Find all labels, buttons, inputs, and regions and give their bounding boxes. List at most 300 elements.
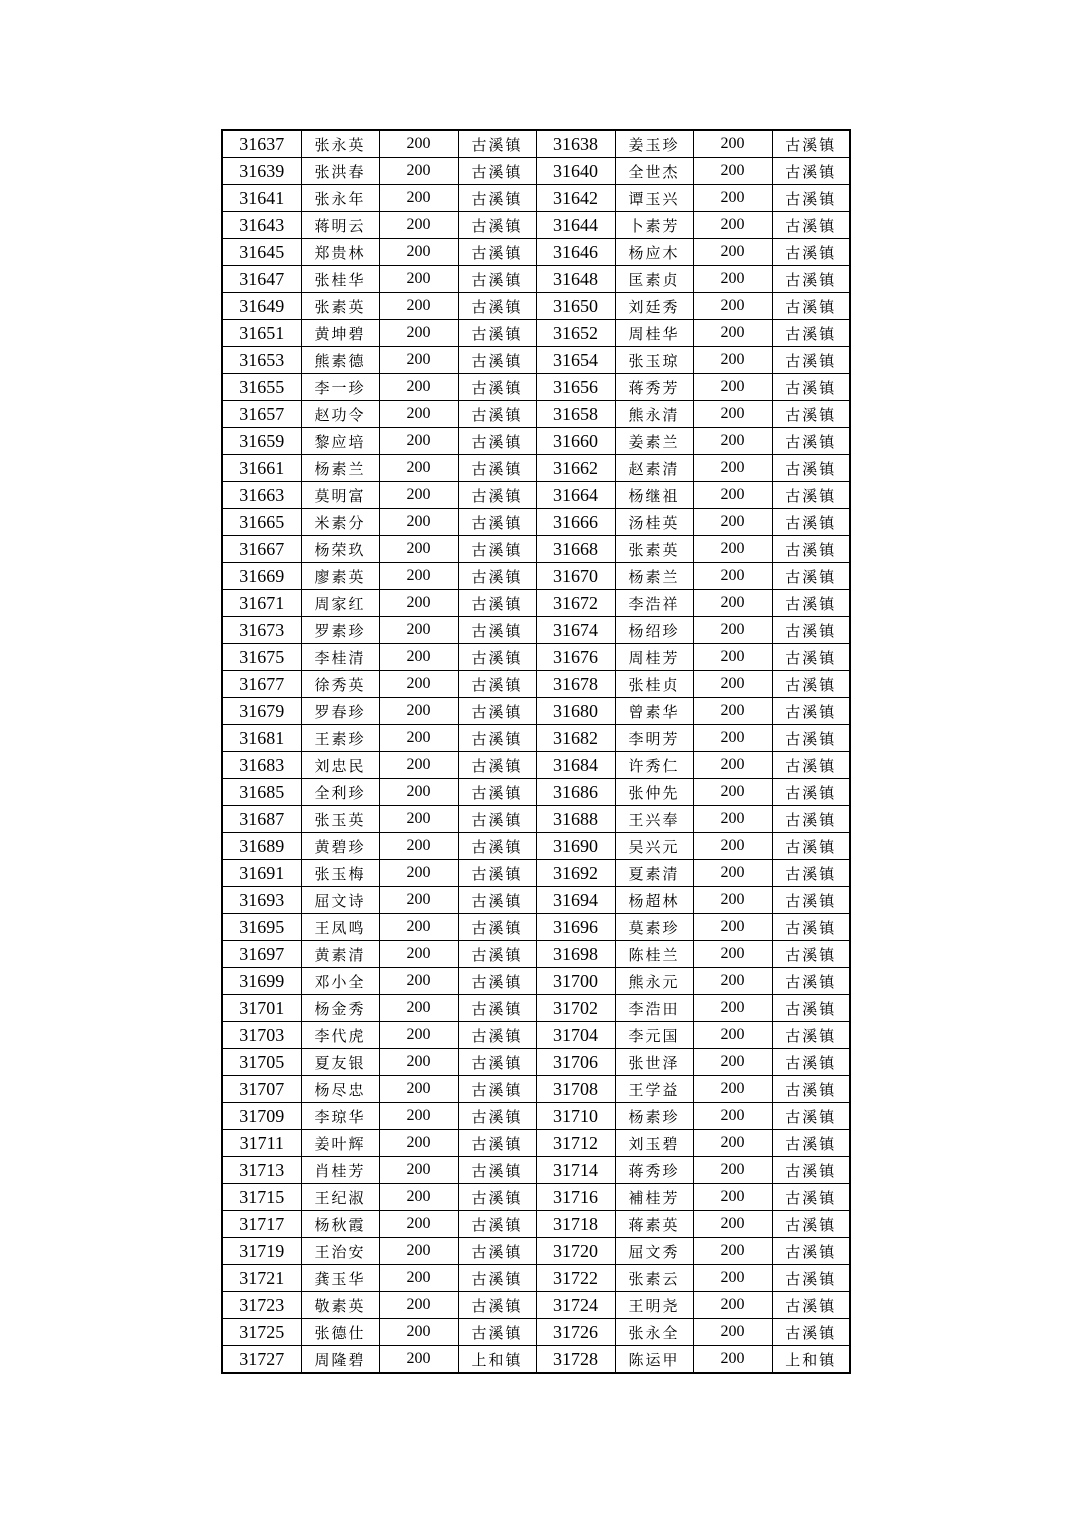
left-person-name-cell: 敬素英 (301, 1292, 379, 1319)
table-row (222, 293, 850, 320)
right-serial-number-cell: 31708 (536, 1076, 615, 1103)
left-amount-cell: 200 (379, 428, 458, 455)
left-serial-number-cell: 31667 (222, 536, 301, 563)
right-serial-number-cell: 31640 (536, 158, 615, 185)
table-row (222, 212, 850, 239)
left-township-cell: 古溪镇 (458, 293, 536, 320)
right-serial-number-cell: 31660 (536, 428, 615, 455)
left-amount-cell: 200 (379, 347, 458, 374)
left-person-name-cell: 屈文诗 (301, 887, 379, 914)
left-amount-cell: 200 (379, 914, 458, 941)
right-serial-number-cell: 31700 (536, 968, 615, 995)
left-amount-cell: 200 (379, 1238, 458, 1265)
left-serial-number-cell: 31713 (222, 1157, 301, 1184)
left-serial-number-cell: 31641 (222, 185, 301, 212)
right-township-cell: 古溪镇 (772, 752, 850, 779)
left-township-cell: 古溪镇 (458, 401, 536, 428)
left-township-cell: 古溪镇 (458, 428, 536, 455)
left-amount-cell: 200 (379, 617, 458, 644)
left-person-name-cell: 王纪淑 (301, 1184, 379, 1211)
left-township-cell: 古溪镇 (458, 1238, 536, 1265)
left-person-name-cell: 杨荣玖 (301, 536, 379, 563)
left-amount-cell: 200 (379, 806, 458, 833)
left-amount-cell: 200 (379, 1049, 458, 1076)
left-person-name-cell: 周家红 (301, 590, 379, 617)
left-township-cell: 古溪镇 (458, 239, 536, 266)
right-person-name-cell: 张世泽 (615, 1049, 693, 1076)
right-amount-cell: 200 (693, 347, 772, 374)
right-serial-number-cell: 31668 (536, 536, 615, 563)
left-person-name-cell: 张玉英 (301, 806, 379, 833)
left-serial-number-cell: 31657 (222, 401, 301, 428)
left-serial-number-cell: 31691 (222, 860, 301, 887)
left-township-cell: 古溪镇 (458, 185, 536, 212)
right-township-cell: 古溪镇 (772, 887, 850, 914)
right-serial-number-cell: 31654 (536, 347, 615, 374)
right-person-name-cell: 卜素芳 (615, 212, 693, 239)
table-row (222, 1184, 850, 1211)
table-row (222, 509, 850, 536)
left-township-cell: 古溪镇 (458, 320, 536, 347)
left-township-cell: 古溪镇 (458, 752, 536, 779)
right-township-cell: 古溪镇 (772, 130, 850, 158)
left-amount-cell: 200 (379, 239, 458, 266)
left-amount-cell: 200 (379, 1346, 458, 1374)
table-row (222, 1346, 850, 1374)
left-township-cell: 古溪镇 (458, 455, 536, 482)
table-row (222, 374, 850, 401)
right-township-cell: 古溪镇 (772, 563, 850, 590)
right-serial-number-cell: 31718 (536, 1211, 615, 1238)
right-person-name-cell: 蒋素英 (615, 1211, 693, 1238)
left-amount-cell: 200 (379, 968, 458, 995)
right-township-cell: 古溪镇 (772, 293, 850, 320)
left-person-name-cell: 黄碧珍 (301, 833, 379, 860)
right-serial-number-cell: 31714 (536, 1157, 615, 1184)
left-township-cell: 古溪镇 (458, 914, 536, 941)
right-township-cell: 古溪镇 (772, 941, 850, 968)
left-township-cell: 古溪镇 (458, 995, 536, 1022)
left-township-cell: 古溪镇 (458, 617, 536, 644)
right-township-cell: 古溪镇 (772, 1319, 850, 1346)
right-serial-number-cell: 31674 (536, 617, 615, 644)
right-township-cell: 古溪镇 (772, 1130, 850, 1157)
right-township-cell: 古溪镇 (772, 1211, 850, 1238)
right-serial-number-cell: 31684 (536, 752, 615, 779)
table-row (222, 671, 850, 698)
right-person-name-cell: 刘廷秀 (615, 293, 693, 320)
left-amount-cell: 200 (379, 212, 458, 239)
right-serial-number-cell: 31696 (536, 914, 615, 941)
left-serial-number-cell: 31653 (222, 347, 301, 374)
right-township-cell: 古溪镇 (772, 1265, 850, 1292)
left-township-cell: 古溪镇 (458, 887, 536, 914)
left-person-name-cell: 张德仕 (301, 1319, 379, 1346)
left-serial-number-cell: 31689 (222, 833, 301, 860)
left-township-cell: 古溪镇 (458, 1049, 536, 1076)
right-person-name-cell: 陈运甲 (615, 1346, 693, 1374)
right-person-name-cell: 张素云 (615, 1265, 693, 1292)
left-township-cell: 古溪镇 (458, 158, 536, 185)
left-serial-number-cell: 31651 (222, 320, 301, 347)
table-row (222, 752, 850, 779)
table-row (222, 158, 850, 185)
left-person-name-cell: 廖素英 (301, 563, 379, 590)
right-township-cell: 古溪镇 (772, 509, 850, 536)
left-serial-number-cell: 31717 (222, 1211, 301, 1238)
table-row (222, 130, 850, 158)
left-person-name-cell: 郑贵林 (301, 239, 379, 266)
right-township-cell: 古溪镇 (772, 347, 850, 374)
left-person-name-cell: 张永英 (301, 130, 379, 158)
right-amount-cell: 200 (693, 1022, 772, 1049)
left-serial-number-cell: 31639 (222, 158, 301, 185)
right-amount-cell: 200 (693, 482, 772, 509)
right-serial-number-cell: 31680 (536, 698, 615, 725)
right-person-name-cell: 张桂贞 (615, 671, 693, 698)
left-person-name-cell: 姜叶辉 (301, 1130, 379, 1157)
left-township-cell: 古溪镇 (458, 563, 536, 590)
left-serial-number-cell: 31705 (222, 1049, 301, 1076)
right-township-cell: 古溪镇 (772, 212, 850, 239)
left-amount-cell: 200 (379, 671, 458, 698)
right-person-name-cell: 谭玉兴 (615, 185, 693, 212)
table-row (222, 482, 850, 509)
left-township-cell: 古溪镇 (458, 779, 536, 806)
left-township-cell: 古溪镇 (458, 347, 536, 374)
left-amount-cell: 200 (379, 941, 458, 968)
left-amount-cell: 200 (379, 158, 458, 185)
right-amount-cell: 200 (693, 833, 772, 860)
table-row (222, 455, 850, 482)
left-person-name-cell: 熊素德 (301, 347, 379, 374)
left-township-cell: 古溪镇 (458, 212, 536, 239)
left-amount-cell: 200 (379, 482, 458, 509)
table-row (222, 995, 850, 1022)
left-amount-cell: 200 (379, 860, 458, 887)
left-serial-number-cell: 31659 (222, 428, 301, 455)
right-amount-cell: 200 (693, 1292, 772, 1319)
right-township-cell: 古溪镇 (772, 266, 850, 293)
right-township-cell: 古溪镇 (772, 1022, 850, 1049)
right-person-name-cell: 補桂芳 (615, 1184, 693, 1211)
left-person-name-cell: 赵功令 (301, 401, 379, 428)
table-row (222, 617, 850, 644)
left-township-cell: 上和镇 (458, 1346, 536, 1374)
left-amount-cell: 200 (379, 563, 458, 590)
right-amount-cell: 200 (693, 617, 772, 644)
right-serial-number-cell: 31666 (536, 509, 615, 536)
left-serial-number-cell: 31715 (222, 1184, 301, 1211)
right-township-cell: 古溪镇 (772, 590, 850, 617)
left-amount-cell: 200 (379, 887, 458, 914)
right-person-name-cell: 李浩祥 (615, 590, 693, 617)
left-amount-cell: 200 (379, 1103, 458, 1130)
right-person-name-cell: 屈文秀 (615, 1238, 693, 1265)
right-township-cell: 古溪镇 (772, 1076, 850, 1103)
left-serial-number-cell: 31685 (222, 779, 301, 806)
left-person-name-cell: 徐秀英 (301, 671, 379, 698)
right-township-cell: 上和镇 (772, 1346, 850, 1374)
right-serial-number-cell: 31672 (536, 590, 615, 617)
left-amount-cell: 200 (379, 995, 458, 1022)
right-serial-number-cell: 31650 (536, 293, 615, 320)
table-row (222, 401, 850, 428)
table-row (222, 887, 850, 914)
left-amount-cell: 200 (379, 779, 458, 806)
right-amount-cell: 200 (693, 455, 772, 482)
right-person-name-cell: 杨绍珍 (615, 617, 693, 644)
left-township-cell: 古溪镇 (458, 509, 536, 536)
right-serial-number-cell: 31652 (536, 320, 615, 347)
right-amount-cell: 200 (693, 1049, 772, 1076)
right-person-name-cell: 汤桂英 (615, 509, 693, 536)
right-serial-number-cell: 31646 (536, 239, 615, 266)
right-amount-cell: 200 (693, 293, 772, 320)
table-row (222, 860, 850, 887)
left-person-name-cell: 王治安 (301, 1238, 379, 1265)
left-amount-cell: 200 (379, 1076, 458, 1103)
right-amount-cell: 200 (693, 1211, 772, 1238)
right-township-cell: 古溪镇 (772, 1103, 850, 1130)
left-amount-cell: 200 (379, 1157, 458, 1184)
right-amount-cell: 200 (693, 779, 772, 806)
left-person-name-cell: 张素英 (301, 293, 379, 320)
right-amount-cell: 200 (693, 806, 772, 833)
left-township-cell: 古溪镇 (458, 968, 536, 995)
left-amount-cell: 200 (379, 1319, 458, 1346)
right-amount-cell: 200 (693, 860, 772, 887)
left-amount-cell: 200 (379, 185, 458, 212)
left-serial-number-cell: 31727 (222, 1346, 301, 1374)
right-amount-cell: 200 (693, 995, 772, 1022)
right-township-cell: 古溪镇 (772, 401, 850, 428)
left-person-name-cell: 蒋明云 (301, 212, 379, 239)
right-amount-cell: 200 (693, 185, 772, 212)
left-person-name-cell: 张永年 (301, 185, 379, 212)
right-person-name-cell: 张永全 (615, 1319, 693, 1346)
right-serial-number-cell: 31706 (536, 1049, 615, 1076)
right-person-name-cell: 熊永元 (615, 968, 693, 995)
left-township-cell: 古溪镇 (458, 1022, 536, 1049)
right-serial-number-cell: 31726 (536, 1319, 615, 1346)
left-township-cell: 古溪镇 (458, 806, 536, 833)
right-person-name-cell: 匡素贞 (615, 266, 693, 293)
right-amount-cell: 200 (693, 1346, 772, 1374)
right-person-name-cell: 全世杰 (615, 158, 693, 185)
right-person-name-cell: 曾素华 (615, 698, 693, 725)
right-amount-cell: 200 (693, 914, 772, 941)
table-row (222, 1076, 850, 1103)
left-amount-cell: 200 (379, 644, 458, 671)
right-serial-number-cell: 31710 (536, 1103, 615, 1130)
left-person-name-cell: 夏友银 (301, 1049, 379, 1076)
right-person-name-cell: 李浩田 (615, 995, 693, 1022)
right-person-name-cell: 莫素珍 (615, 914, 693, 941)
right-person-name-cell: 许秀仁 (615, 752, 693, 779)
left-person-name-cell: 王凤鸣 (301, 914, 379, 941)
left-amount-cell: 200 (379, 266, 458, 293)
right-township-cell: 古溪镇 (772, 995, 850, 1022)
left-person-name-cell: 黄素清 (301, 941, 379, 968)
right-serial-number-cell: 31656 (536, 374, 615, 401)
right-township-cell: 古溪镇 (772, 455, 850, 482)
table-row (222, 1211, 850, 1238)
right-township-cell: 古溪镇 (772, 860, 850, 887)
right-township-cell: 古溪镇 (772, 1184, 850, 1211)
table-row (222, 644, 850, 671)
left-person-name-cell: 罗春珍 (301, 698, 379, 725)
left-serial-number-cell: 31721 (222, 1265, 301, 1292)
left-amount-cell: 200 (379, 1211, 458, 1238)
right-amount-cell: 200 (693, 752, 772, 779)
right-person-name-cell: 杨素珍 (615, 1103, 693, 1130)
right-person-name-cell: 李明芳 (615, 725, 693, 752)
left-township-cell: 古溪镇 (458, 644, 536, 671)
right-amount-cell: 200 (693, 428, 772, 455)
left-person-name-cell: 杨金秀 (301, 995, 379, 1022)
right-township-cell: 古溪镇 (772, 1157, 850, 1184)
right-serial-number-cell: 31638 (536, 130, 615, 158)
left-serial-number-cell: 31703 (222, 1022, 301, 1049)
left-serial-number-cell: 31647 (222, 266, 301, 293)
right-amount-cell: 200 (693, 266, 772, 293)
right-amount-cell: 200 (693, 239, 772, 266)
left-amount-cell: 200 (379, 752, 458, 779)
right-serial-number-cell: 31648 (536, 266, 615, 293)
table-row (222, 914, 850, 941)
left-township-cell: 古溪镇 (458, 482, 536, 509)
right-township-cell: 古溪镇 (772, 779, 850, 806)
left-person-name-cell: 罗素珍 (301, 617, 379, 644)
right-amount-cell: 200 (693, 1184, 772, 1211)
right-township-cell: 古溪镇 (772, 1049, 850, 1076)
left-serial-number-cell: 31637 (222, 130, 301, 158)
right-township-cell: 古溪镇 (772, 914, 850, 941)
right-person-name-cell: 蒋秀珍 (615, 1157, 693, 1184)
left-amount-cell: 200 (379, 455, 458, 482)
right-amount-cell: 200 (693, 698, 772, 725)
right-person-name-cell: 王明尧 (615, 1292, 693, 1319)
left-person-name-cell: 杨秋霞 (301, 1211, 379, 1238)
left-township-cell: 古溪镇 (458, 1211, 536, 1238)
left-serial-number-cell: 31693 (222, 887, 301, 914)
right-person-name-cell: 赵素清 (615, 455, 693, 482)
left-person-name-cell: 刘忠民 (301, 752, 379, 779)
left-person-name-cell: 李琼华 (301, 1103, 379, 1130)
right-serial-number-cell: 31664 (536, 482, 615, 509)
right-person-name-cell: 杨继祖 (615, 482, 693, 509)
right-person-name-cell: 刘玉碧 (615, 1130, 693, 1157)
table-row (222, 1292, 850, 1319)
left-township-cell: 古溪镇 (458, 1184, 536, 1211)
right-amount-cell: 200 (693, 887, 772, 914)
left-serial-number-cell: 31661 (222, 455, 301, 482)
left-serial-number-cell: 31695 (222, 914, 301, 941)
right-amount-cell: 200 (693, 1157, 772, 1184)
left-serial-number-cell: 31707 (222, 1076, 301, 1103)
left-person-name-cell: 全利珍 (301, 779, 379, 806)
left-township-cell: 古溪镇 (458, 941, 536, 968)
right-township-cell: 古溪镇 (772, 617, 850, 644)
right-amount-cell: 200 (693, 1130, 772, 1157)
right-serial-number-cell: 31704 (536, 1022, 615, 1049)
left-amount-cell: 200 (379, 293, 458, 320)
right-serial-number-cell: 31678 (536, 671, 615, 698)
right-township-cell: 古溪镇 (772, 239, 850, 266)
left-township-cell: 古溪镇 (458, 1265, 536, 1292)
left-person-name-cell: 莫明富 (301, 482, 379, 509)
left-amount-cell: 200 (379, 590, 458, 617)
right-serial-number-cell: 31728 (536, 1346, 615, 1374)
left-person-name-cell: 李桂清 (301, 644, 379, 671)
right-amount-cell: 200 (693, 374, 772, 401)
right-person-name-cell: 陈桂兰 (615, 941, 693, 968)
right-amount-cell: 200 (693, 536, 772, 563)
table-row (222, 563, 850, 590)
right-serial-number-cell: 31670 (536, 563, 615, 590)
left-serial-number-cell: 31687 (222, 806, 301, 833)
table-row (222, 1157, 850, 1184)
table-row (222, 590, 850, 617)
left-serial-number-cell: 31671 (222, 590, 301, 617)
right-township-cell: 古溪镇 (772, 1292, 850, 1319)
right-township-cell: 古溪镇 (772, 1238, 850, 1265)
left-person-name-cell: 李一珍 (301, 374, 379, 401)
right-serial-number-cell: 31686 (536, 779, 615, 806)
table-row (222, 239, 850, 266)
right-person-name-cell: 张素英 (615, 536, 693, 563)
left-person-name-cell: 杨素兰 (301, 455, 379, 482)
table-row (222, 1049, 850, 1076)
left-serial-number-cell: 31683 (222, 752, 301, 779)
left-township-cell: 古溪镇 (458, 725, 536, 752)
right-serial-number-cell: 31690 (536, 833, 615, 860)
table-row (222, 941, 850, 968)
table-row (222, 536, 850, 563)
table-row (222, 266, 850, 293)
left-amount-cell: 200 (379, 698, 458, 725)
right-amount-cell: 200 (693, 158, 772, 185)
right-township-cell: 古溪镇 (772, 806, 850, 833)
left-serial-number-cell: 31679 (222, 698, 301, 725)
left-serial-number-cell: 31655 (222, 374, 301, 401)
right-serial-number-cell: 31688 (536, 806, 615, 833)
right-township-cell: 古溪镇 (772, 725, 850, 752)
left-serial-number-cell: 31665 (222, 509, 301, 536)
right-person-name-cell: 熊永清 (615, 401, 693, 428)
left-serial-number-cell: 31723 (222, 1292, 301, 1319)
left-amount-cell: 200 (379, 536, 458, 563)
right-amount-cell: 200 (693, 1238, 772, 1265)
table-row (222, 968, 850, 995)
table-row (222, 320, 850, 347)
left-amount-cell: 200 (379, 1184, 458, 1211)
left-serial-number-cell: 31719 (222, 1238, 301, 1265)
left-amount-cell: 200 (379, 509, 458, 536)
right-amount-cell: 200 (693, 212, 772, 239)
left-serial-number-cell: 31725 (222, 1319, 301, 1346)
left-township-cell: 古溪镇 (458, 698, 536, 725)
left-township-cell: 古溪镇 (458, 1076, 536, 1103)
left-person-name-cell: 李代虎 (301, 1022, 379, 1049)
right-serial-number-cell: 31644 (536, 212, 615, 239)
left-person-name-cell: 张桂华 (301, 266, 379, 293)
right-township-cell: 古溪镇 (772, 158, 850, 185)
left-township-cell: 古溪镇 (458, 536, 536, 563)
right-amount-cell: 200 (693, 1076, 772, 1103)
right-amount-cell: 200 (693, 1319, 772, 1346)
